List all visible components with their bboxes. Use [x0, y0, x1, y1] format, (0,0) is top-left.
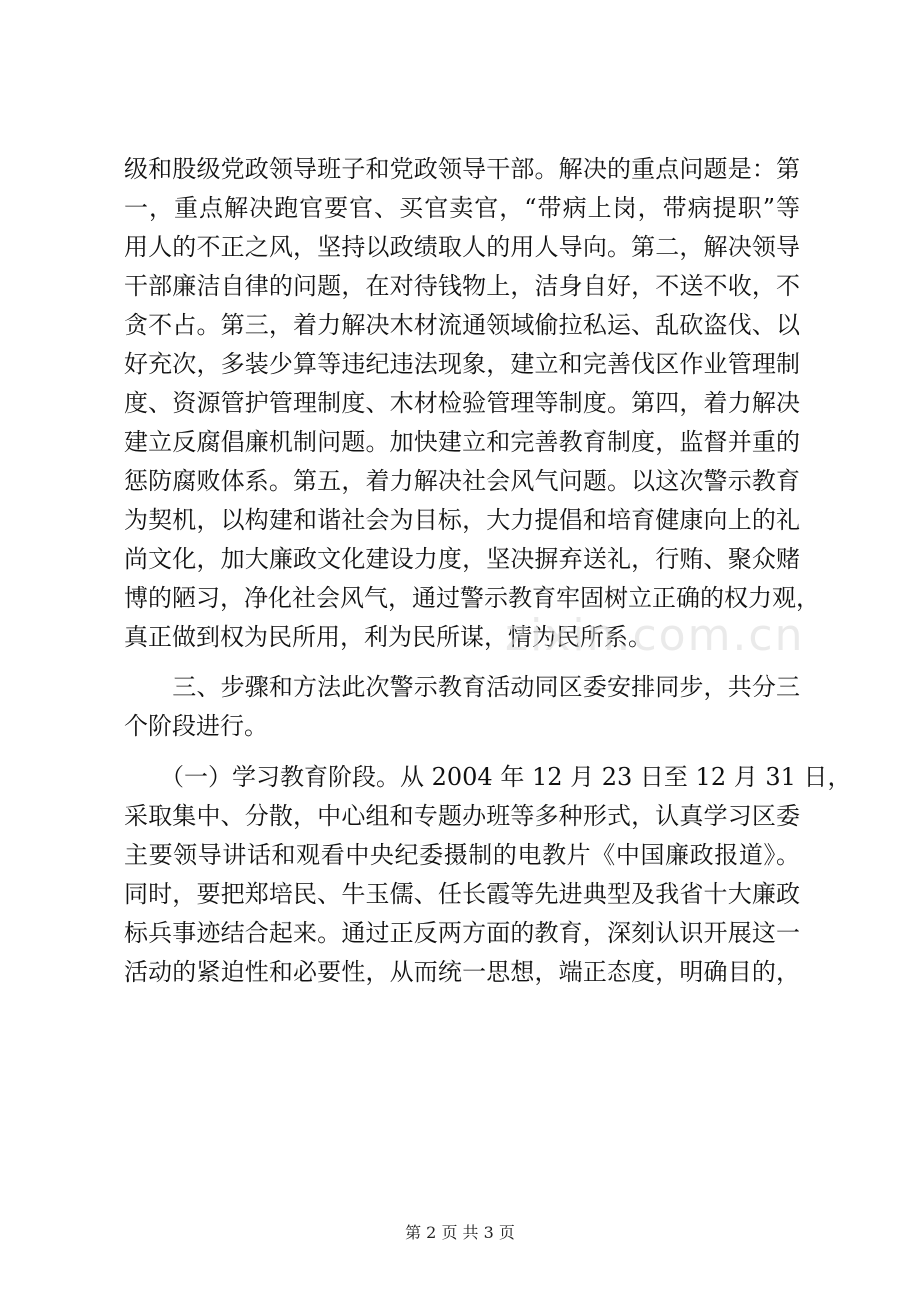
text-line: 贪不占。第三，着力解决木材流通领域偷拉私运、乱砍盗伐、以	[124, 311, 800, 339]
watermark: zixin.com.cn	[505, 610, 805, 661]
text-line: 标兵事迹结合起来。通过正反两方面的教育，深刻认识开展这一	[124, 919, 800, 947]
text-line: 主要领导讲话和观看中央纪委摄制的电教片《中国廉政报道》。	[124, 841, 800, 869]
text-line: 尚文化，加大廉政文化建设力度，坚决摒弃送礼，行贿、聚众赌	[124, 545, 800, 573]
text-line: 度、资源管护管理制度、木材检验管理等制度。第四，着力解决	[124, 389, 800, 417]
text-line: 干部廉洁自律的问题，在对待钱物上，洁身自好，不送不收，不	[124, 272, 800, 300]
text-line: 级和股级党政领导班子和党政领导干部。解决的重点问题是：第	[124, 155, 800, 183]
text-line: 博的陋习，净化社会风气，通过警示教育牢固树立正确的权力观，	[124, 584, 820, 612]
text-line: 一，重点解决跑官要官、买官卖官，“带病上岗，带病提职”等	[124, 194, 800, 222]
text-line: 建立反腐倡廉机制问题。加快建立和完善教育制度，监督并重的	[124, 428, 800, 456]
text-line: （一）学习教育阶段。从 2004 年 12 月 23 日至 12 月 31 日，	[124, 763, 852, 791]
paragraph	[124, 150, 820, 657]
text-line: 采取集中、分散，中心组和专题办班等多种形式，认真学习区委	[124, 802, 800, 830]
paragraph	[124, 668, 800, 746]
text-line: 个阶段进行。	[124, 712, 268, 740]
text-line: 活动的紧迫性和必要性，从而统一思想，端正态度，明确目的，	[124, 958, 800, 986]
page-footer: 第 2 页 共 3 页	[405, 1223, 515, 1242]
text-line: 惩防腐败体系。第五，着力解决社会风气问题。以这次警示教育	[124, 467, 800, 495]
text-line: 真正做到权为民所用，利为民所谋，情为民所系。	[124, 623, 652, 651]
paragraph	[124, 758, 852, 992]
text-line: 用人的不正之风，坚持以政绩取人的用人导向。第二，解决领导	[124, 233, 800, 261]
text-line: 好充次，多装少算等违纪违法现象，建立和完善伐区作业管理制	[124, 350, 800, 378]
document-body	[124, 150, 852, 992]
text-line: 为契机，以构建和谐社会为目标，大力提倡和培育健康向上的礼	[124, 506, 800, 534]
text-line: 三、步骤和方法此次警示教育活动同区委安排同步，共分三	[124, 673, 800, 701]
text-line: 同时，要把郑培民、牛玉儒、任长霞等先进典型及我省十大廉政	[124, 880, 800, 908]
